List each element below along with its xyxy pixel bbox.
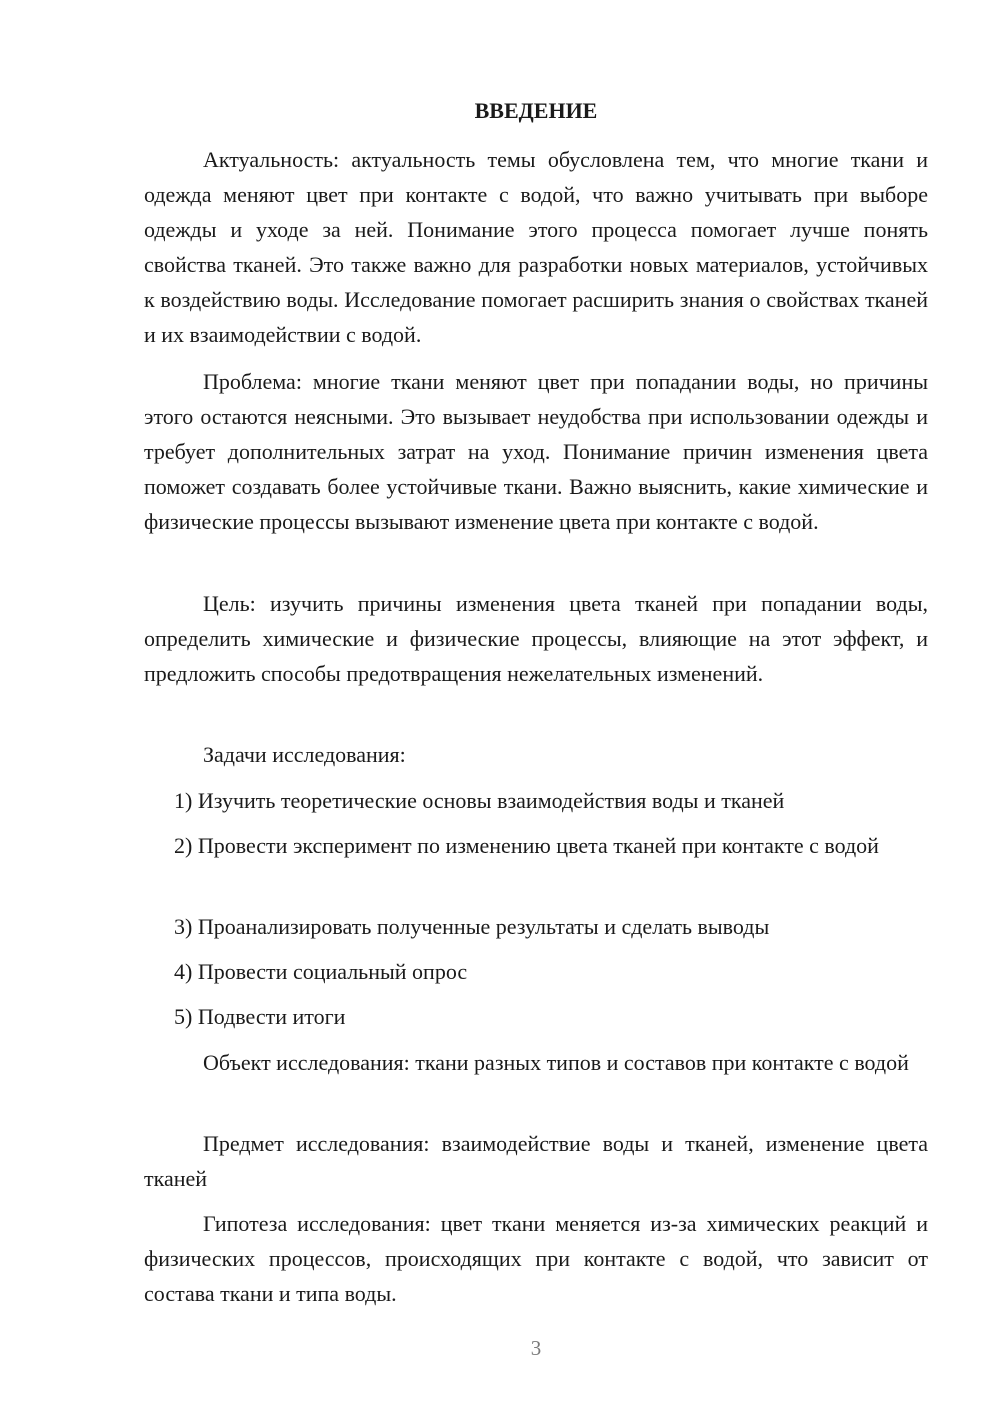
tasks-heading: Задачи исследования: [203,742,406,767]
task-item-1: 1) Изучить теоретические основы взаимодействия воды и тканей [174,788,785,813]
task-item-5: 5) Подвести итоги [174,1004,346,1029]
relevance-paragraph: Актуальность: актуальность темы обусловлена тем, что многие ткани и одежда меняют цвет при контакте с водой, что важно учитывать при выборе одежды и уходе за ней. Понимание этого процесса помогает лучше понять свойства тканей. Это также важно для разработки новых материалов, устойчивых к воздействию воды. Исследование помогает расширить знания о свойствах тканей и их взаимодействии с водой. [144,147,928,347]
problem-paragraph: Проблема: многие ткани меняют цвет при попадании воды, но причины этого остаются неясными. Это вызывает неудобства при использовании одежды и требует дополнительных затрат на уход. Понимание причин изменения цвета поможет создавать более устойчивые ткани. Важно выяснить, какие химические и физические процессы вызывают изменение цвета при контакте с водой. [144,369,928,534]
task-item-2: 2) Провести эксперимент по изменению цвета тканей при контакте с водой [174,833,879,858]
subject-paragraph: Предмет исследования: взаимодействие воды и тканей, изменение цвета тканей [144,1131,928,1191]
goal-paragraph: Цель: изучить причины изменения цвета тканей при попадании воды, определить химические и физические процессы, влияющие на этот эффект, и предложить способы предотвращения нежелательных изменений. [144,591,928,686]
task-item-3: 3) Проанализировать полученные результаты и сделать выводы [174,914,770,939]
task-item-4: 4) Провести социальный опрос [174,959,468,984]
page-number: 3 [530,1336,542,1360]
page-title: ВВЕДЕНИЕ [474,98,598,123]
hypothesis-paragraph: Гипотеза исследования: цвет ткани меняется из-за химических реакций и физических процессов, происходящих при контакте с водой, что зависит от состава ткани и типа воды. [144,1211,928,1306]
object-paragraph: Объект исследования: ткани разных типов и составов при контакте с водой [203,1050,909,1075]
